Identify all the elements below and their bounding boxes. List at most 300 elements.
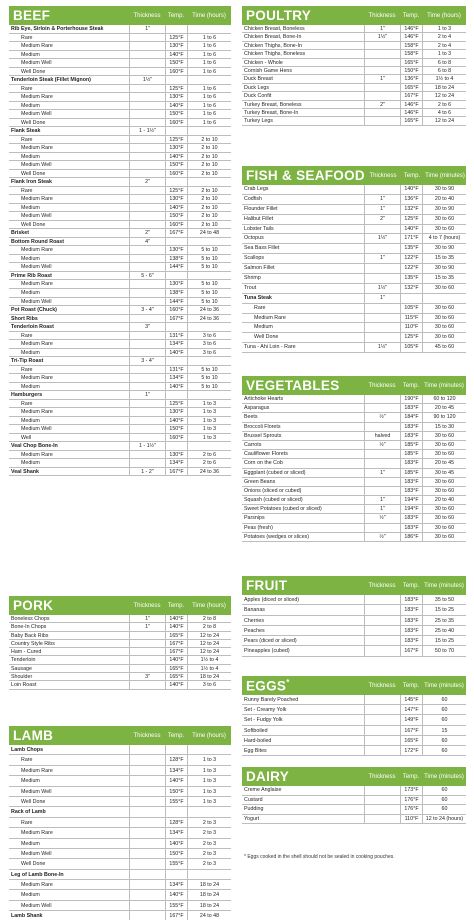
cell-time: 2 to 10 — [187, 153, 231, 161]
cell-temp — [165, 178, 187, 186]
item-name: Medium — [21, 153, 40, 160]
item-name: Medium Well — [21, 162, 52, 169]
cell-temp: 149°F — [400, 715, 422, 724]
cell-temp — [165, 807, 187, 816]
item-name: Flank Iron Steak — [11, 179, 52, 186]
item-name: Prime Rib Roast — [11, 272, 52, 279]
table-row — [242, 595, 466, 605]
cell-thickness — [129, 766, 165, 775]
cell-temp: 140°F — [165, 383, 187, 391]
table-row — [242, 75, 466, 83]
table-row — [9, 417, 231, 426]
table-row — [9, 776, 231, 786]
cell-thickness — [129, 859, 165, 868]
cell-time — [187, 178, 231, 186]
cell-thickness — [364, 225, 400, 234]
cell-thickness — [129, 818, 165, 827]
column-header-thickness: Thickness — [368, 773, 396, 780]
cell-temp: 140°F — [165, 890, 187, 899]
item-name: Ham - Cured — [11, 649, 42, 656]
table-row — [242, 459, 466, 468]
cell-temp: 140°F — [400, 225, 422, 234]
cell-temp: 146°F — [400, 101, 422, 108]
item-name: Turkey Breast, Bone-In — [244, 109, 299, 116]
cell-thickness — [129, 632, 165, 639]
cell-temp: 125°F — [165, 136, 187, 144]
table-row — [9, 408, 231, 417]
cell-time: 30 to 60 — [422, 323, 466, 332]
table-row — [9, 25, 231, 34]
cell-thickness — [129, 681, 165, 688]
cell-temp: 165°F — [400, 59, 422, 66]
table-row — [9, 85, 231, 94]
cell-temp: 140°F — [165, 349, 187, 357]
item-name: Medium — [21, 778, 40, 785]
table-row — [242, 92, 466, 100]
cell-thickness: 1" — [129, 623, 165, 630]
cell-thickness — [364, 805, 400, 814]
table-row — [9, 623, 231, 631]
cell-temp: 150°F — [165, 787, 187, 796]
item-name: Hard-boiled — [244, 737, 272, 744]
cell-time: 30 to 90 — [422, 264, 466, 273]
column-header-temp: Temp. — [402, 12, 420, 19]
cell-thickness — [364, 636, 400, 645]
cell-thickness: 2" — [129, 178, 165, 186]
item-name: Shrimp — [244, 275, 261, 282]
cell-time: 18 to 24 — [422, 84, 466, 91]
cell-temp: 183°F — [400, 478, 422, 486]
cell-thickness: 1" — [364, 294, 400, 303]
item-name: Corn on the Cob — [244, 460, 283, 467]
cell-time — [187, 745, 231, 754]
cell-temp: 160°F — [165, 221, 187, 229]
cell-thickness — [129, 849, 165, 858]
cell-thickness — [364, 333, 400, 342]
column-header-temp: Temp. — [167, 732, 185, 739]
cell-temp: 140°F — [400, 185, 422, 194]
item-name: Pineapples (cubed) — [244, 648, 290, 655]
item-name: Medium — [21, 840, 40, 847]
item-name: Peas (fresh) — [244, 524, 273, 531]
cell-time: 1 to 6 — [187, 34, 231, 42]
item-name: Medium Rare — [21, 767, 53, 774]
cell-time — [187, 25, 231, 33]
cell-thickness — [129, 880, 165, 889]
cell-thickness — [129, 640, 165, 647]
cell-temp: 136°F — [400, 195, 422, 204]
item-name: Green Beans — [244, 478, 276, 485]
column-header-temp: Temp. — [402, 682, 420, 689]
cell-temp: 140°F — [165, 153, 187, 161]
cell-temp: 165°F — [165, 673, 187, 680]
cell-temp: 167°F — [165, 315, 187, 323]
dairy-section — [242, 767, 466, 824]
column-header-thickness: Thickness — [133, 12, 161, 19]
table-row — [9, 144, 231, 153]
cell-thickness — [129, 34, 165, 42]
cell-thickness — [129, 797, 165, 806]
column-header-temp: Temp. — [402, 382, 420, 389]
cell-time: 60 — [422, 805, 466, 814]
cell-time: 4 to 7 (hours) — [422, 234, 466, 243]
cell-time: 1 to 3 — [187, 400, 231, 408]
table-row — [9, 357, 231, 366]
cell-time: 60 — [422, 695, 466, 704]
cell-time: 2 to 10 — [187, 187, 231, 195]
cell-thickness — [129, 911, 165, 920]
cell-time: 1 to 3 — [422, 25, 466, 32]
cell-temp: 183°F — [400, 595, 422, 604]
item-name: Apples (diced or sliced) — [244, 597, 300, 603]
cell-thickness: 1½" — [364, 284, 400, 293]
cell-thickness — [129, 195, 165, 203]
cell-time: 60 — [422, 786, 466, 795]
cell-thickness — [129, 280, 165, 288]
table-row — [9, 102, 231, 111]
cell-time: 18 to 24 — [187, 673, 231, 680]
table-row — [9, 673, 231, 681]
cell-time: 18 to 24 — [187, 880, 231, 889]
item-name: Boneless Chops — [11, 616, 50, 622]
cell-time: 12 to 24 (hours) — [422, 815, 466, 824]
column-header-thickness: Thickness — [368, 582, 396, 589]
cell-temp: 194°F — [400, 505, 422, 513]
item-name: Medium — [21, 383, 40, 390]
cell-thickness — [129, 93, 165, 101]
cell-thickness — [129, 42, 165, 50]
cell-time — [187, 357, 231, 365]
dairy-header — [242, 767, 466, 786]
table-row — [9, 787, 231, 797]
cell-temp: 130°F — [165, 144, 187, 152]
table-row — [242, 726, 466, 736]
cell-time: 30 to 60 — [422, 284, 466, 293]
column-header-time: Time (hours) — [192, 602, 226, 609]
item-name: Sweet Potatoes (cubed or sliced) — [244, 506, 322, 513]
cell-thickness — [364, 117, 400, 124]
table-row — [242, 244, 466, 254]
item-name: Yogurt — [244, 815, 260, 822]
cell-temp: 147°F — [400, 705, 422, 714]
cell-time: 4 to 6 — [422, 109, 466, 116]
cell-temp: 167°F — [165, 911, 187, 920]
cell-temp: 132°F — [400, 284, 422, 293]
table-row — [9, 93, 231, 102]
cell-thickness: ½" — [364, 413, 400, 421]
cell-thickness: 2" — [364, 215, 400, 224]
item-name: Bone-In Chops — [11, 624, 47, 631]
item-name: Tri-Tip Roast — [11, 358, 44, 365]
cell-temp: 136°F — [400, 75, 422, 82]
cell-temp: 122°F — [400, 264, 422, 273]
cell-thickness: 1" — [364, 254, 400, 263]
table-row — [9, 255, 231, 264]
item-name: Medium Well — [21, 426, 52, 433]
cell-temp: 138°F — [165, 255, 187, 263]
table-row — [9, 391, 231, 400]
cell-temp: 140°F — [165, 102, 187, 110]
table-row — [9, 890, 231, 900]
cell-time: 24 to 48 — [187, 911, 231, 920]
item-name: Squash (cubed or sliced) — [244, 497, 303, 504]
item-name: Rare — [21, 400, 33, 407]
cell-temp: 150°F — [400, 67, 422, 74]
item-name: Medium Well — [21, 298, 52, 305]
item-name: Set - Fudgy Yolk — [244, 717, 283, 724]
cell-thickness — [129, 51, 165, 59]
table-row — [9, 340, 231, 349]
cell-temp: 125°F — [400, 333, 422, 342]
item-name: Halibut Fillet — [244, 215, 274, 222]
table-row — [9, 828, 231, 838]
fish-header — [242, 166, 466, 185]
cell-temp: 190°F — [400, 395, 422, 403]
item-name: Scallops — [244, 255, 265, 262]
cell-temp: 158°F — [400, 42, 422, 49]
cell-thickness — [129, 787, 165, 796]
table-row — [9, 238, 231, 247]
table-row — [9, 127, 231, 136]
cell-thickness — [129, 204, 165, 212]
item-name: Parsnips — [244, 515, 265, 522]
cell-temp: 130°F — [165, 246, 187, 254]
item-name: Pot Roast (Chuck) — [11, 307, 57, 314]
section-title — [9, 598, 129, 613]
cell-thickness — [129, 890, 165, 899]
cell-thickness — [364, 796, 400, 805]
cell-temp — [165, 238, 187, 246]
item-name: Egg Bites — [244, 747, 267, 754]
table-row — [9, 178, 231, 187]
cell-temp: 125°F — [165, 187, 187, 195]
table-row — [242, 469, 466, 478]
cell-thickness — [129, 59, 165, 67]
item-name: Chicken Thighs, Boneless — [244, 51, 306, 58]
cell-temp: 150°F — [165, 425, 187, 433]
cell-time — [187, 442, 231, 450]
cell-thickness — [364, 524, 400, 532]
cell-temp — [165, 76, 187, 84]
cell-temp: 165°F — [400, 84, 422, 91]
cell-temp: 158°F — [400, 50, 422, 57]
cell-temp: 130°F — [165, 280, 187, 288]
cell-temp — [165, 745, 187, 754]
item-name: Chicken Breast, Bone-In — [244, 34, 302, 41]
cell-time: 1 to 6 — [187, 68, 231, 76]
cell-thickness — [129, 366, 165, 374]
cell-temp — [165, 870, 187, 879]
item-name: Medium — [21, 102, 40, 109]
cell-time: 2 to 10 — [187, 221, 231, 229]
item-name: Chicken Thighs, Bone-In — [244, 42, 302, 49]
column-header-time: Time (minutes) — [425, 172, 465, 179]
cell-time: 12 to 24 — [187, 648, 231, 655]
table-row — [9, 400, 231, 409]
table-row — [242, 478, 466, 487]
cell-thickness: 1" — [364, 195, 400, 204]
item-name: Rare — [21, 332, 33, 339]
cell-temp: 140°F — [165, 417, 187, 425]
cell-time: 2 to 3 — [187, 818, 231, 827]
cell-time: 30 to 60 — [422, 333, 466, 342]
cell-temp: 167°F — [165, 229, 187, 237]
cell-thickness — [129, 349, 165, 357]
cell-thickness: ½" — [364, 441, 400, 449]
cell-time: 2 to 8 — [187, 623, 231, 630]
cell-thickness — [364, 42, 400, 49]
table-row — [242, 225, 466, 235]
cell-thickness — [364, 84, 400, 91]
item-name: Bananas — [244, 607, 265, 614]
cell-thickness — [129, 85, 165, 93]
cell-thickness — [364, 67, 400, 74]
cell-time: 5 to 10 — [187, 383, 231, 391]
cell-time: 25 to 40 — [422, 626, 466, 635]
item-name: Medium Rare — [21, 882, 53, 889]
item-name: Shoulder — [11, 674, 33, 681]
table-row — [9, 221, 231, 230]
cell-temp: 183°F — [400, 514, 422, 522]
cell-time: 5 to 10 — [187, 263, 231, 271]
cell-temp: 160°F — [165, 170, 187, 178]
cell-time: 30 to 90 — [422, 185, 466, 194]
cell-thickness: 4" — [129, 238, 165, 246]
cell-thickness: 1" — [364, 205, 400, 214]
cell-temp: 130°F — [165, 195, 187, 203]
table-row — [242, 264, 466, 274]
cell-thickness — [364, 487, 400, 495]
cell-thickness — [364, 92, 400, 99]
cell-thickness — [364, 50, 400, 57]
cell-thickness: ½" — [364, 533, 400, 541]
cell-temp: 185°F — [400, 441, 422, 449]
cell-time: 2 to 6 — [422, 101, 466, 108]
cell-time: 30 to 60 — [422, 487, 466, 495]
cell-time: 15 to 25 — [422, 605, 466, 614]
table-row — [9, 110, 231, 119]
cell-thickness — [129, 119, 165, 127]
column-header-thickness: Thickness — [369, 172, 397, 179]
cell-time: 2 to 10 — [187, 212, 231, 220]
cell-time: 1½ to 4 — [422, 75, 466, 82]
cell-thickness — [129, 170, 165, 178]
cell-temp: 130°F — [165, 408, 187, 416]
item-name: Medium Rare — [21, 43, 53, 50]
cell-thickness — [364, 264, 400, 273]
column-header-thickness: Thickness — [133, 602, 161, 609]
cell-time: 2 to 3 — [187, 839, 231, 848]
table-row — [242, 496, 466, 505]
column-header-time: Time (minutes) — [424, 582, 464, 589]
cell-time: 5 to 10 — [187, 280, 231, 288]
item-name: Bottom Round Roast — [11, 238, 64, 245]
cell-time: 30 to 60 — [422, 505, 466, 513]
cell-temp: 128°F — [165, 755, 187, 764]
cell-thickness — [364, 595, 400, 604]
table-row — [242, 695, 466, 705]
cell-temp: 132°F — [400, 205, 422, 214]
table-row — [242, 505, 466, 514]
cell-thickness: 1 - 1½" — [129, 442, 165, 450]
item-name: Medium — [21, 51, 40, 58]
cell-thickness — [129, 839, 165, 848]
section-title-text: LAMB — [13, 728, 54, 743]
table-row — [9, 632, 231, 640]
cell-thickness — [129, 144, 165, 152]
cell-time: 3 to 6 — [187, 681, 231, 688]
table-row — [242, 524, 466, 533]
cell-time: 25 to 35 — [422, 616, 466, 625]
cell-thickness — [129, 776, 165, 785]
cell-time: 30 to 60 — [422, 524, 466, 532]
cell-time: 2 to 6 — [187, 459, 231, 467]
item-name: Flank Steak — [11, 128, 41, 135]
beef-section — [9, 6, 231, 476]
item-name: Rare — [21, 187, 33, 194]
cell-thickness — [129, 459, 165, 467]
item-name: Well Done — [21, 221, 46, 228]
table-row — [9, 153, 231, 162]
fruit-section — [242, 576, 466, 657]
cell-temp: 183°F — [400, 605, 422, 614]
table-row — [242, 84, 466, 92]
cell-temp: 172°F — [400, 746, 422, 755]
cell-thickness — [129, 408, 165, 416]
cell-thickness — [129, 298, 165, 306]
cell-thickness — [129, 289, 165, 297]
item-name: Tenderloin Steak (Fillet Mignon) — [11, 77, 91, 84]
section-title — [242, 578, 364, 593]
cell-temp: 184°F — [400, 413, 422, 421]
cell-time: 20 to 45 — [422, 459, 466, 467]
cell-time: 24 to 36 — [187, 468, 231, 476]
cell-thickness — [129, 383, 165, 391]
cell-temp: 155°F — [165, 901, 187, 910]
table-row — [9, 656, 231, 664]
table-row — [242, 333, 466, 343]
table-row — [242, 786, 466, 796]
cell-temp: 146°F — [400, 25, 422, 32]
cell-thickness — [129, 656, 165, 663]
lamb-header — [9, 726, 231, 745]
cell-time: 60 to 120 — [422, 395, 466, 403]
item-name: Set - Creamy Yolk — [244, 707, 287, 714]
cell-temp: 134°F — [165, 374, 187, 382]
section-title-text: VEGETABLES — [246, 378, 340, 393]
cell-thickness — [129, 755, 165, 764]
cell-thickness — [364, 726, 400, 735]
cell-time: 1 to 3 — [187, 434, 231, 442]
cell-time: 30 to 60 — [422, 450, 466, 458]
cell-temp: 105°F — [400, 343, 422, 352]
cell-time: 1 to 6 — [187, 93, 231, 101]
cell-temp: 183°F — [400, 487, 422, 495]
column-header-thickness: Thickness — [368, 682, 396, 689]
table-row — [9, 383, 231, 392]
item-name: Medium — [21, 204, 40, 211]
item-name: Beets — [244, 414, 258, 421]
item-name: Onions (sliced or cubed) — [244, 487, 302, 494]
table-row — [9, 434, 231, 443]
cell-temp: 183°F — [400, 459, 422, 467]
cell-time: 3 to 6 — [187, 340, 231, 348]
cell-temp: 167°F — [400, 92, 422, 99]
cell-time: 45 to 60 — [422, 343, 466, 352]
cell-thickness — [129, 153, 165, 161]
pork-header — [9, 596, 231, 615]
column-header-time: Time (minutes) — [424, 682, 464, 689]
